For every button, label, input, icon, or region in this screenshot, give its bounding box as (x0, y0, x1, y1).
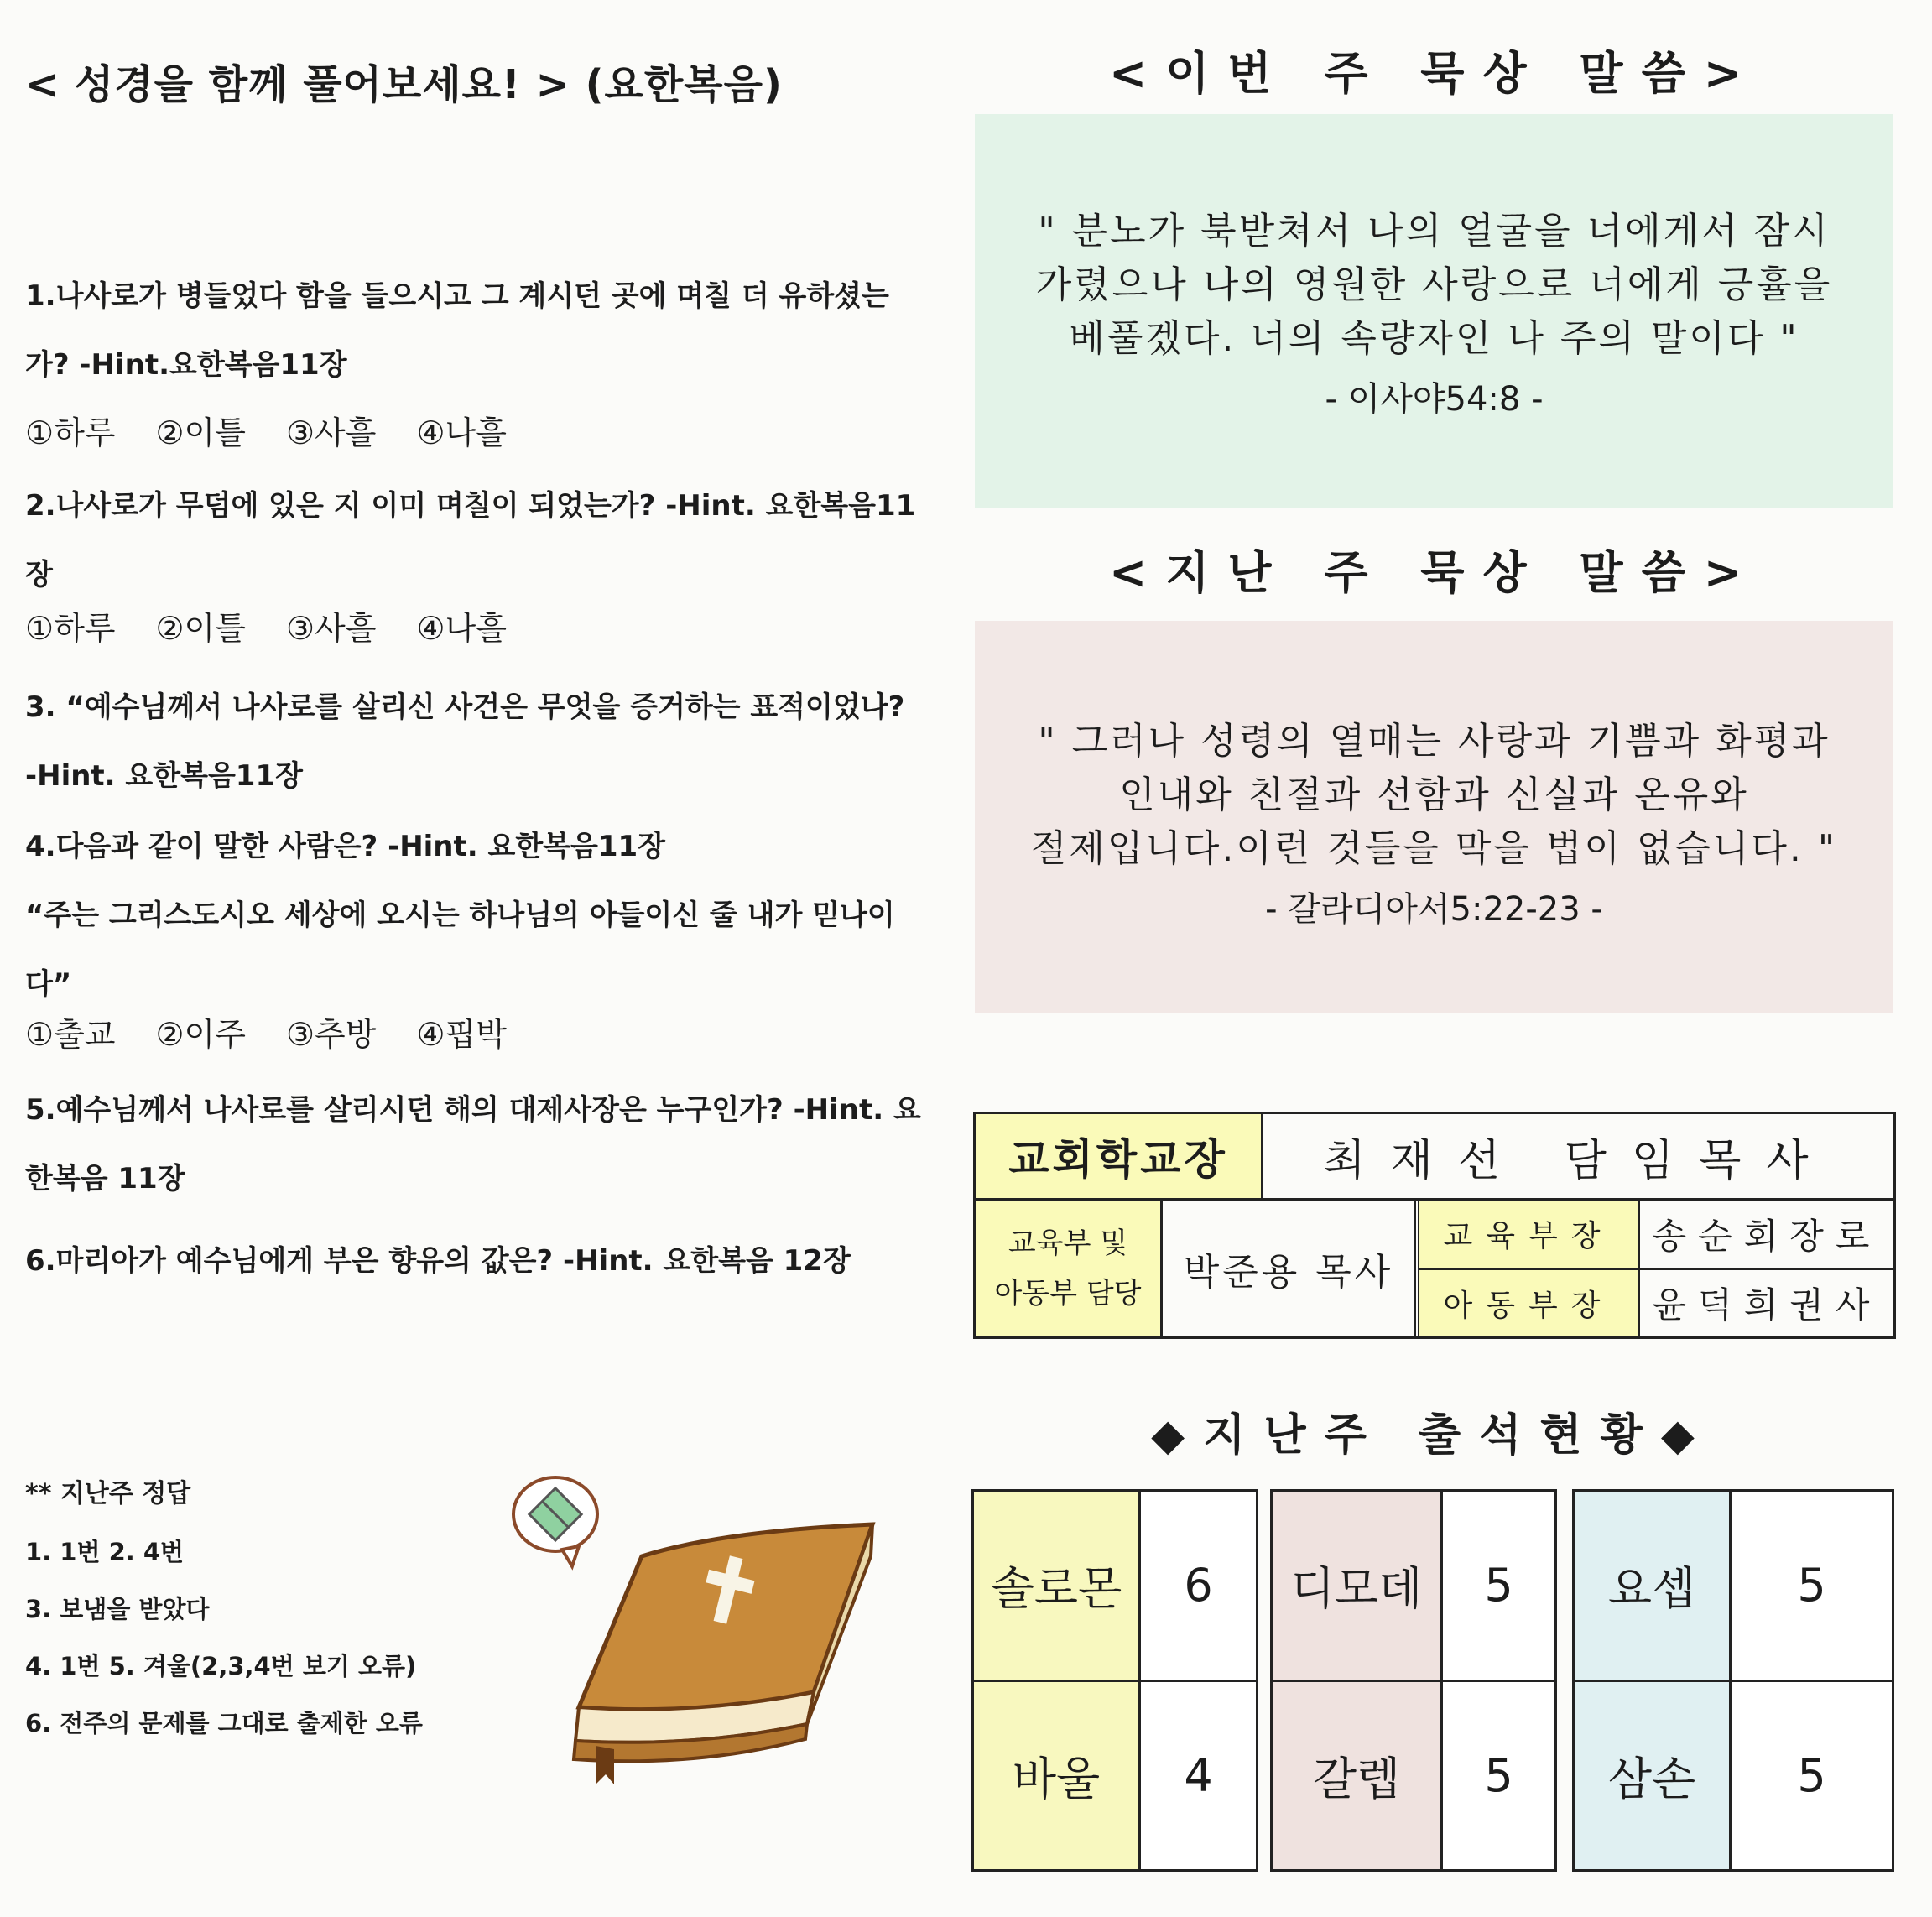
education-value: 박준용 목사 (1163, 1201, 1419, 1336)
group-name: 삼손 (1575, 1682, 1732, 1870)
attendance-block (1270, 1489, 1557, 1872)
attendance-row (974, 1682, 1256, 1870)
this-week-verse-line: 가렸으나 나의 영원한 사랑으로 너에게 긍휼을 (1035, 263, 1833, 306)
group-name: 바울 (974, 1682, 1141, 1870)
group-name: 디모데 (1273, 1492, 1443, 1680)
question-3: 3. “예수님께서 나사로를 살리신 사건은 무엇을 증거하는 표적이었나? -Hint. 요한복음11장 (25, 690, 905, 793)
option: ①하루 (25, 414, 116, 451)
answers-title: ** 지난주 정답 (25, 1479, 191, 1508)
kids-head-value: 윤덕희권사 (1652, 1284, 1882, 1326)
this-week-verse-line: " 분노가 북받쳐서 나의 얼굴을 너에게서 잠시 (1038, 210, 1830, 253)
education-row (976, 1201, 1893, 1336)
edu-head-row (1419, 1201, 1893, 1270)
this-week-verse-ref: - 이사야54:8 - (1325, 380, 1544, 419)
kids-head-row (1419, 1270, 1893, 1337)
group-count: 6 (1141, 1492, 1256, 1680)
option: ②이틀 (155, 610, 246, 647)
option: ②이틀 (155, 414, 246, 451)
quiz-title: < 성경을 함께 풀어보세요! > (요한복음) (25, 61, 783, 108)
question-2: 2.나사로가 무덤에 있은 지 이미 며칠이 되었는가? -Hint. 요한복음11장 (25, 489, 916, 591)
option: ②이주 (155, 1016, 246, 1053)
attendance-row (974, 1492, 1256, 1682)
education-label-line: 교육부 및 (1008, 1227, 1128, 1260)
option: ④나흘 (416, 610, 507, 647)
option: ①하루 (25, 610, 116, 647)
option: ④핍박 (416, 1016, 507, 1053)
group-count: 5 (1443, 1492, 1554, 1680)
edu-head-label: 교육부장 (1419, 1201, 1640, 1268)
group-name: 갈렙 (1273, 1682, 1443, 1870)
principal-label: 교회학교장 (976, 1114, 1263, 1198)
last-week-verse-line: 인내와 친절과 선함과 신실과 온유와 (1119, 774, 1749, 816)
last-week-verse-line: 절제입니다.이런 것들을 막을 법이 없습니다. " (1030, 827, 1838, 870)
answer-line: 6. 전주의 문제를 그대로 출제한 오류 (25, 1709, 423, 1737)
attendance-title: ◆지난주 출석현황◆ (1151, 1410, 1713, 1461)
bible-book-icon (574, 1524, 872, 1784)
attendance-row (1273, 1682, 1554, 1870)
group-name: 솔로몬 (974, 1492, 1141, 1680)
question-2-options (25, 602, 547, 649)
bible-illustration (503, 1472, 881, 1791)
principal-value: 최재선 담임목사 (1323, 1135, 1834, 1186)
last-week-verse-line: " 그러나 성령의 열매는 사랑과 기쁨과 화평과 (1038, 720, 1830, 763)
group-count: 5 (1443, 1682, 1554, 1870)
question-1: 1.나사로가 병들었다 함을 들으시고 그 계시던 곳에 며칠 더 유하셨는가? -Hint.요한복음11장 (25, 279, 889, 382)
question-4-quote: “주는 그리스도시오 세상에 오시는 하나님의 아들이신 줄 내가 믿나이다” (25, 899, 895, 1001)
question-6: 6.마리아가 예수님에게 부은 향유의 값은? -Hint. 요한복음 12장 (25, 1244, 851, 1278)
option: ①출교 (25, 1016, 116, 1053)
group-name: 요셉 (1575, 1492, 1732, 1680)
option: ③추방 (285, 1016, 377, 1053)
edu-head-value: 송순회장로 (1652, 1215, 1882, 1257)
kids-head-label: 아동부장 (1419, 1270, 1640, 1337)
option: ③사흘 (285, 414, 377, 451)
question-5: 5.예수님께서 나사로를 살리시던 해의 대제사장은 누구인가? -Hint. 요한복음 11장 (25, 1093, 921, 1196)
question-4: 4.다음과 같이 말한 사람은? -Hint. 요한복음11장 (25, 830, 666, 863)
attendance-row (1575, 1682, 1892, 1870)
last-week-title: <지난 주 묵상 말씀> (1108, 546, 1761, 599)
option: ④나흘 (416, 414, 507, 451)
group-count: 5 (1732, 1682, 1892, 1870)
attendance-row (1273, 1492, 1554, 1682)
answer-line: 1. 1번 2. 4번 (25, 1538, 185, 1566)
answer-line: 4. 1번 5. 겨울(2,3,4번 보기 오류) (25, 1652, 417, 1680)
attendance-block (971, 1489, 1258, 1872)
group-count: 4 (1141, 1682, 1256, 1870)
answer-line: 3. 보냄을 받았다 (25, 1595, 210, 1623)
education-label-line: 아동부 담당 (994, 1277, 1142, 1310)
attendance-block (1572, 1489, 1894, 1872)
education-label (976, 1201, 1163, 1336)
this-week-verse-line: 베풀겠다. 너의 속량자인 나 주의 말이다 " (1069, 317, 1799, 360)
this-week-title: <이번 주 묵상 말씀> (1108, 47, 1761, 100)
department-heads (1419, 1201, 1893, 1336)
attendance-row (1575, 1492, 1892, 1682)
question-1-options (25, 407, 547, 453)
speech-bubble-icon (513, 1477, 597, 1566)
staff-table (973, 1112, 1896, 1339)
option: ③사흘 (285, 610, 377, 647)
question-4-options (25, 1008, 547, 1055)
last-week-verse-ref: - 갈라디아서5:22-23 - (1265, 890, 1603, 929)
group-count: 5 (1732, 1492, 1892, 1680)
principal-row (976, 1114, 1893, 1201)
